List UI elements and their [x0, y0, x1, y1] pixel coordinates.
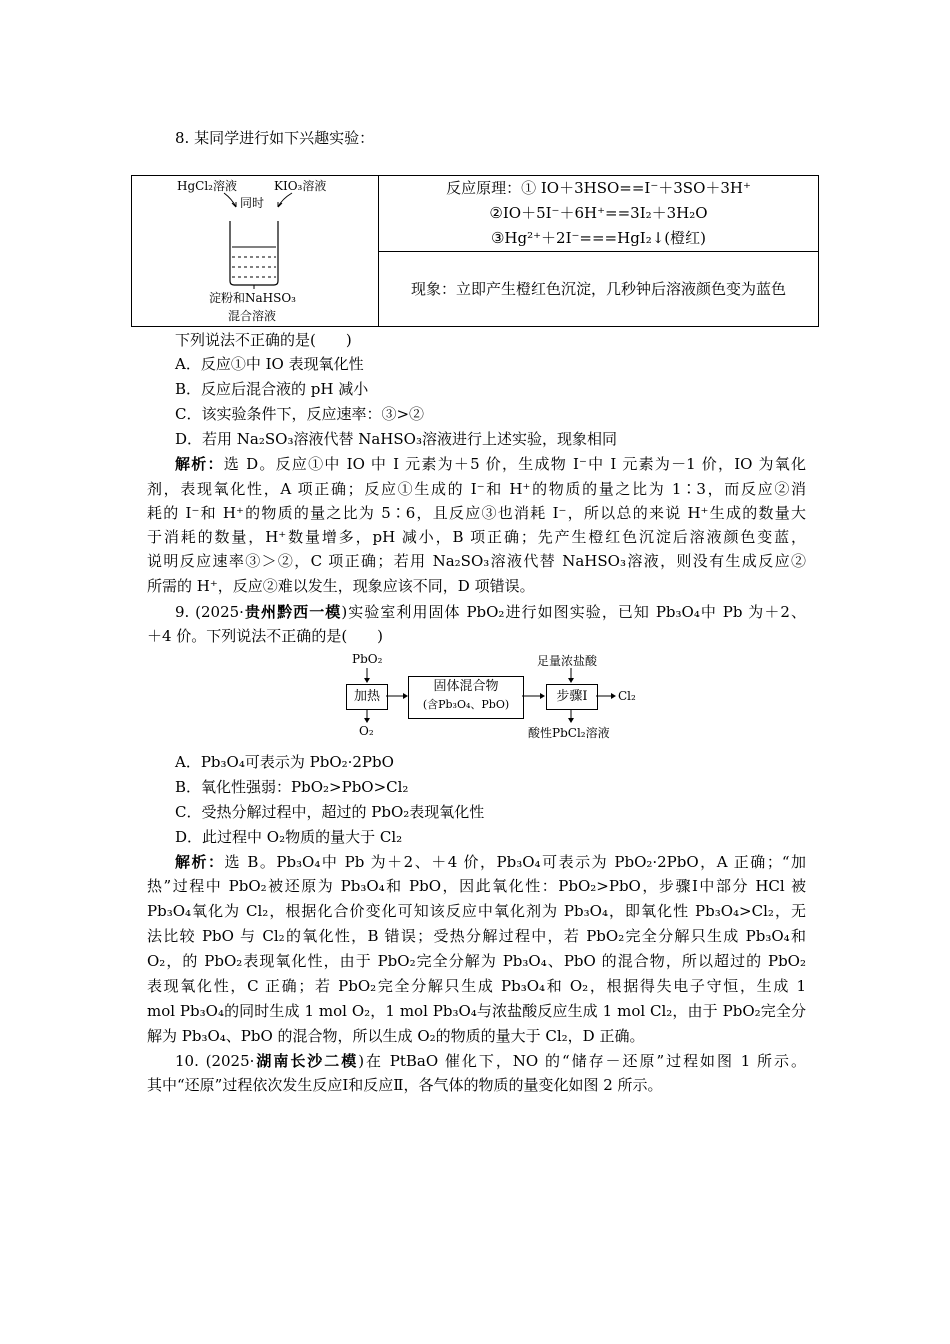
q8-stem: 8. 某同学进行如下兴趣实验：: [175, 129, 375, 147]
q8-figure-cell: [132, 176, 379, 327]
q9-option-c: C．受热分解过程中，超过的 PbO₂表现氧化性: [175, 803, 485, 821]
q9-analysis-line-8: 解为 Pb₃O₄、PbO 的混合物，所以生成 O₂的物质的量大于 Cl₂，D 正确。: [147, 1027, 645, 1045]
q9-analysis-line-1: 解析：选 B。Pb₃O₄中 Pb 为＋2、＋4 价，Pb₃O₄可表示为 PbO₂·2PbO，A 正确；“加: [175, 853, 806, 871]
figure-label-hgcl2: HgCl₂溶液: [177, 179, 237, 193]
flow-solid-mixture-box: 固体混合物 (含Pb₃O₄、PbO): [408, 676, 524, 719]
flow-o2-label: O₂: [359, 724, 374, 738]
figure-label-starch: 淀粉和NaHSO₃: [209, 291, 296, 305]
q9-analysis-line-3: Pb₃O₄氧化为 Cl₂，根据化合价变化可知该反应中氧化剂为 Pb₃O₄，即氧化性 Pb₃O₄>Cl₂，无: [147, 902, 806, 920]
q9-analysis-line-2: 热”过程中 PbO₂被还原为 Pb₃O₄和 PbO，因此氧化性：PbO₂>PbO，步骤Ⅰ中部分 HCl 被: [147, 877, 806, 895]
q10-stem-line-2: 其中“还原”过程依次发生反应Ⅰ和反应Ⅱ，各气体的物质的量变化如图 2 所示。: [147, 1076, 663, 1094]
q8-phenomenon-cell: [379, 252, 819, 327]
q9-option-a: A．Pb₃O₄可表示为 PbO₂·2PbO: [175, 753, 394, 771]
q8-table: [131, 175, 819, 327]
q8-option-a: A．反应①中 IO 表现氧化性: [175, 355, 364, 373]
q8-analysis-line-5: 说明反应速率③＞②，C 项正确；若用 Na₂SO₃溶液代替 NaHSO₃溶液，则没有生成反应②: [147, 552, 806, 570]
q8-option-b: B．反应后混合液的 pH 减小: [175, 380, 369, 398]
q9-option-d: D．此过程中 O₂物质的量大于 Cl₂: [175, 828, 403, 846]
q8-question: 下列说法不正确的是( ): [175, 331, 352, 349]
flow-acid-label: 足量浓盐酸: [537, 654, 598, 668]
q10-stem: 10. (2025·湖南长沙二模)在 PtBaO 催化下，NO 的“储存－还原”过程如图 1 所示。: [175, 1052, 806, 1070]
q9-analysis-line-7: mol Pb₃O₄的同时生成 1 mol O₂，1 mol Pb₃O₄与浓盐酸反应生成 1 mol Cl₂，由于 PbO₂完全分: [147, 1002, 806, 1020]
flow-pbcl2-label: 酸性PbCl₂溶液: [528, 726, 610, 740]
q8-analysis-label: 解析：: [175, 455, 224, 473]
q8-analysis-line-1: 解析：选 D。反应①中 IO 中 I 元素为＋5 价，生成物 I⁻中 I 元素为－1 价，IO 为氧化: [175, 455, 806, 473]
flow-pbo2-label: PbO₂: [352, 652, 383, 666]
phenomenon-text: 现象：立即产生橙红色沉淀，几秒钟后溶液颜色变为蓝色: [410, 279, 786, 298]
q9-analysis-line-5: O₂，的 PbO₂表现氧化性，由于 PbO₂完全分解为 Pb₃O₄、PbO 的混合物，所以超过的 PbO₂: [147, 952, 806, 970]
q9-analysis-label: 解析：: [175, 853, 225, 871]
q9-analysis-line-6: 表现氧化性，C 正确；若 PbO₂完全分解只生成 Pb₃O₄和 O₂，根据得失电子守恒，生成 1: [147, 977, 806, 995]
q8-analysis-line-4: 于消耗的数量，H⁺数量增多，pH 减小，B 项正确；先产生橙红色沉淀后溶液颜色变蓝，: [147, 528, 806, 546]
figure-label-mixture: 混合溶液: [228, 309, 277, 323]
flow-heat-box: 加热: [346, 684, 388, 710]
q9-stem: 9. (2025·贵州黔西一模)实验室利用固体 PbO₂进行如图实验，已知 Pb₃O₄中 Pb 为＋2、: [175, 603, 806, 621]
q8-analysis-line-6: 所需的 H⁺，反应②难以发生，现象应该不同，D 项错误。: [147, 577, 535, 595]
flow-step1-box: 步骤Ⅰ: [546, 684, 598, 710]
q9-option-b: B．氧化性强弱：PbO₂>PbO>Cl₂: [175, 778, 409, 796]
principle-line-3: ③Hg²⁺＋2I⁻===HgI₂↓(橙红): [490, 229, 707, 247]
q10-source: 湖南长沙二模: [254, 1052, 359, 1070]
flow-cl2-label: Cl₂: [618, 689, 636, 703]
q9-analysis-line-4: 法比较 PbO 与 Cl₂的氧化性，B 错误；受热分解过程中，若 PbO₂完全分解只生成 Pb₃O₄和: [147, 927, 806, 945]
q8-option-d: D．若用 Na₂SO₃溶液代替 NaHSO₃溶液进行上述实验，现象相同: [175, 430, 617, 448]
q8-option-c: C．该实验条件下，反应速率：③>②: [175, 405, 425, 423]
q9-source: 贵州黔西一模: [243, 603, 342, 621]
q9-stem-line-2: ＋4 价。下列说法不正确的是( ): [147, 627, 384, 645]
q8-beaker-figure: [132, 177, 378, 325]
q8-analysis-line-3: 耗的 I⁻和 H⁺的物质的量之比为 5∶6，且反应③也消耗 I⁻，所以总的来说 H⁺生成的数量大: [147, 504, 806, 522]
figure-label-simultaneous: 同时: [240, 196, 265, 210]
principle-line-1: 反应原理：① IO＋3HSO==I⁻＋3SO＋3H⁺: [446, 179, 751, 197]
principle-line-2: ②IO＋5I⁻＋6H⁺==3I₂＋3H₂O: [489, 204, 708, 222]
q8-principle-cell: [379, 176, 819, 252]
q8-analysis-line-2: 剂，表现氧化性，A 项正确；反应①生成的 I⁻和 H⁺的物质的量之比为 1∶3，而反应②消: [147, 480, 806, 498]
q9-flow-diagram: [340, 648, 636, 740]
figure-label-kio3: KIO₃溶液: [274, 179, 327, 193]
